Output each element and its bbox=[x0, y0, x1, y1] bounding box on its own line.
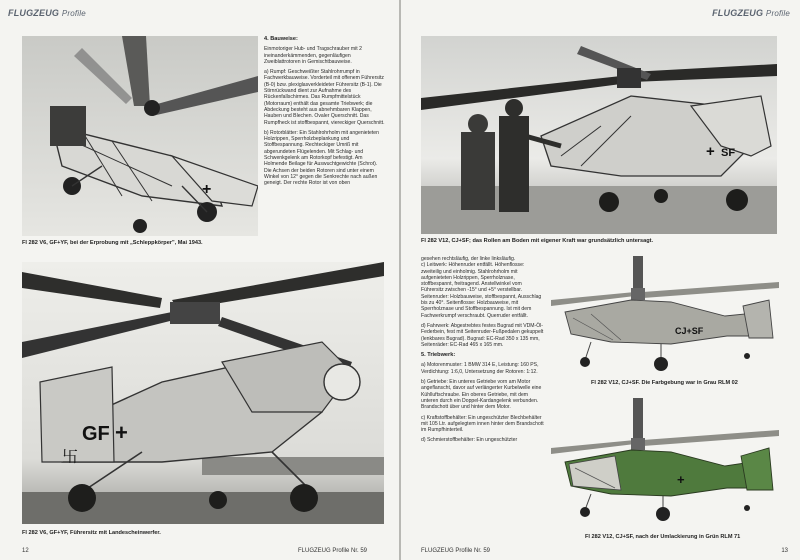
profile-grey-rlm02 bbox=[551, 256, 779, 374]
right-page bbox=[401, 0, 800, 560]
bauweise-para-b: b) Rotorblätter: Ein Stahlrohrholm mit angenieteten Holzrippen, Sperrholzbeplankung und Stoffbespannung. Rechteckiger Umriß mit abgerundeten Flügelenden. Mit Schlag- und Schwenkgelenk am Rotorkopf befestigt. Am Holmende Beilage für Auswuchtgewichte (Schrot). Die Achsen der beiden Rotoren sind unter einem Winkel von 12° gegen die Senkrechte nach außen geneigt. Der rechte Rotor ist von oben bbox=[264, 129, 379, 187]
triebwerk-para-c: c) Kraftstoffbehälter: Ein ungeschützter Blechbehälter mit 105 Ltr. aufgelegtem innen hinter dem Brandschott im Rumpfhinterteil. bbox=[421, 414, 544, 434]
svg-text:SF: SF bbox=[721, 147, 736, 159]
caption-profile-grey: Fl 282 V12, CJ+SF. Die Farbgebung war in Grau RLM 02 bbox=[591, 380, 738, 386]
bauweise-para-a: a) Rumpf: Geschweißter Stahlrohrrumpf in Fachwerkbauweise. Vorderteil mit offenem Führersitz (B-0) bzw. plexiglasverkleideter Führersitz (B-1). Die Stirnrückwand dient zur Aufnahme des Rückenfallschirmes. Das Rumpfmittelstück (Motorraum) enthält das gesamte Triebwerk; die Abdeckung besteht aus abnehmbaren Klappen, Hauben und Blechen. Ovaler Querschnitt. Das Rumpfheck ist stoffbespannt, viereckiger Querschnitt. bbox=[264, 69, 385, 126]
left-page-header bbox=[8, 8, 86, 18]
triebwerk-para-b: b) Getriebe: Ein unteres Getriebe vorn am Motor angeflanscht, davor auf verlängerter Kurbelwelle eine Kühlluftschraube. Ein oberes Getriebe, mit dem unteren durch ein Doppel-Kardangelenk verbunden. Brandschott über und hinter dem Motor. bbox=[421, 379, 542, 411]
header-brand: FLUGZEUG bbox=[712, 8, 764, 18]
caption-v6-flight: Fl 282 V6, GF+YF, bei der Erprobung mit „Schleppkörper", Mai 1943. bbox=[22, 240, 203, 246]
photo-v12-rolling bbox=[421, 36, 777, 234]
triebwerk-para-d: d) Schmierstoffbehälter: Ein ungeschützter bbox=[421, 437, 518, 444]
leitwerk-cont: gesehen rechtsläufig, der linke linksläufig. bbox=[421, 256, 516, 262]
header-sub: Profile bbox=[765, 9, 790, 18]
svg-text:+: + bbox=[202, 181, 212, 198]
bauweise-intro: Einmotoriger Hub- und Tragschrauber mit 2 ineinanderkämmenden, gegenläufigen Zweiblattrotoren in Gemischtbauweise. bbox=[264, 46, 362, 65]
right-page-header bbox=[712, 8, 790, 18]
section-title-triebwerk: 5. Triebwerk: bbox=[421, 352, 456, 359]
left-page-number: 12 bbox=[22, 548, 29, 554]
header-sub: Profile bbox=[61, 9, 86, 18]
svg-text:+: + bbox=[677, 472, 685, 487]
profile-green-rlm71 bbox=[551, 398, 779, 528]
photo-v6-ground bbox=[22, 262, 384, 524]
photo-v6-flight bbox=[22, 36, 258, 236]
svg-text:+: + bbox=[706, 143, 715, 160]
leitwerk-para-c: c) Leitwerk: Höhenruder entfällt. Höhenflosse: zweiteilig und einholmig. Stahlrohrholm mit aufgenieteten Holzrippen, Sperrholznase, stoffbespannt, freitragend. Anstellwinkel vom Führersitz zwischen -15° und +5° verstellbar. Seitenruder: Holzbauweise, stoffbespannt, Ausschlag bis zu 40°. Seitenflosse: Holzbauweise, mit Sperrholznase und Stoffbespannung. Ist mit dem Fachwerkrumpf verschraubt. Querruder entfällt. bbox=[421, 262, 542, 319]
svg-text:卐: 卐 bbox=[62, 449, 79, 466]
triebwerk-para-a: a) Motorenmuster: 1 BMW 314 E, Leistung: 160 PS, Verdichtung: 1:6,0, Untersetzung der Rotoren: 1:12. bbox=[421, 362, 539, 375]
left-footer-title: FLUGZEUG Profile Nr. 59 bbox=[298, 548, 368, 554]
left-text-column bbox=[264, 36, 386, 191]
right-footer-title: FLUGZEUG Profile Nr. 59 bbox=[421, 548, 491, 554]
caption-profile-green: Fl 282 V12, CJ+SF, nach der Umlackierung in Grün RLM 71 bbox=[585, 534, 741, 540]
profile-grey-code: CJ+SF bbox=[675, 326, 704, 336]
header-brand: FLUGZEUG bbox=[8, 8, 60, 18]
svg-text:GF: GF bbox=[82, 423, 110, 445]
caption-v6-ground: Fl 282 V6, GF+YF, Führersitz mit Landescheinwerfer. bbox=[22, 530, 161, 536]
section-title-bauweise: 4. Bauweise: bbox=[264, 36, 298, 42]
left-page bbox=[0, 0, 399, 560]
svg-text:+: + bbox=[115, 420, 128, 445]
caption-v12-rolling: Fl 282 V12, CJ+SF; das Rollen am Boden mit eigener Kraft war grundsätzlich untersagt. bbox=[421, 238, 654, 244]
fahrwerk-para-d: d) Fahrwerk: Abgestrebtes festes Bugrad mit VDM-Öl-Federbein, fest mit Seitenruder-Fußpedalen gekuppelt (lenkbares Bugrad). Bugrad: EC-Rad 350 x 135 mm, Seitenräder: EC-Rad 465 x 165 mm. bbox=[421, 322, 544, 348]
right-text-column bbox=[421, 256, 545, 448]
right-page-number: 13 bbox=[781, 548, 788, 554]
